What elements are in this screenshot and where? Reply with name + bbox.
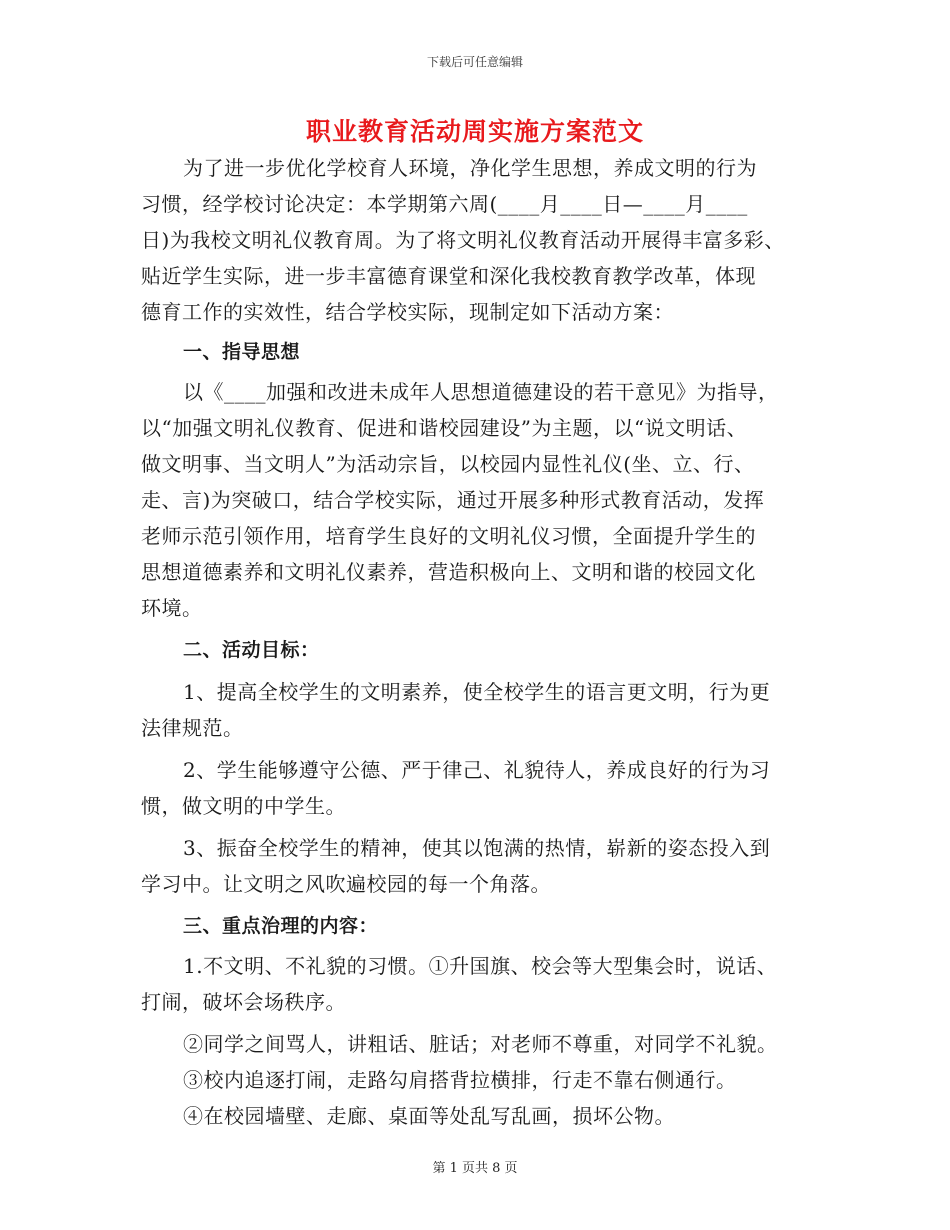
paragraph-line: 为了进一步优化学校育人环境，净化学生思想，养成文明的行为 [183, 156, 757, 180]
page-footer: 第 1 页共 8 页 [432, 1161, 518, 1176]
list-item-line: 1.不文明、不礼貌的习惯。①升国旗、校会等大型集会时，说话、 [183, 954, 778, 978]
paragraph-line: 以“加强文明礼仪教育、促进和谐校园建设”为主题，以“说文明话、 [141, 416, 748, 440]
list-item-line: 惯，做文明的中学生。 [141, 794, 346, 818]
paragraph-line: 环境。 [141, 596, 203, 620]
paragraph-line: 老师示范引领作用，培育学生良好的文明礼仪习惯，全面提升学生的 [141, 524, 756, 548]
paragraph-line: 思想道德素养和文明礼仪素养，营造积极向上、文明和谐的校园文化 [141, 560, 756, 584]
paragraph-line: 做文明事、当文明人”为活动宗旨，以校园内显性礼仪(坐、立、行、 [141, 452, 755, 476]
list-item-line: ③校内追逐打闹，走路勾肩搭背拉横排，行走不靠右侧通行。 [183, 1068, 737, 1092]
list-item-line: 打闹，破坏会场秩序。 [141, 990, 346, 1014]
paragraph-line: 贴近学生实际，进一步丰富德育课堂和深化我校教育教学改革，体现 [141, 264, 756, 288]
paragraph-line: 日)为我校文明礼仪教育周。为了将文明礼仪教育活动开展得丰富多彩、 [141, 228, 785, 252]
document-title: 职业教育活动周实施方案范文 [305, 117, 644, 146]
paragraph-line: 习惯，经学校讨论决定：本学期第六周(____月____日—____月____ [141, 192, 748, 216]
list-item-line: 3、振奋全校学生的精神，使其以饱满的热情，崭新的姿态投入到 [183, 836, 771, 860]
document-body [141, 150, 811, 1134]
paragraph-line: 走、言)为突破口，结合学校实际，通过开展多种形式教育活动，发挥 [141, 488, 765, 512]
list-item-line: 1、提高全校学生的文明素养，使全校学生的语言更文明，行为更 [183, 680, 771, 704]
list-item-line: ④在校园墙壁、走廊、桌面等处乱写乱画，损坏公物。 [183, 1104, 675, 1128]
list-item-line: ②同学之间骂人，讲粗话、脏话；对老师不尊重，对同学不礼貌。 [183, 1032, 778, 1056]
paragraph-line: 德育工作的实效性，结合学校实际，现制定如下活动方案： [141, 300, 674, 324]
section-heading: 三、重点治理的内容： [183, 915, 379, 937]
list-item-line: 学习中。让文明之风吹遍校园的每一个角落。 [141, 872, 551, 896]
header-note: 下载后可任意编辑 [426, 55, 523, 69]
list-item-line: 法律规范。 [141, 716, 244, 740]
list-item-line: 2、学生能够遵守公德、严于律己、礼貌待人，养成良好的行为习 [183, 758, 771, 782]
section-heading: 一、指导思想 [183, 341, 301, 363]
paragraph-line: 以《____加强和改进未成年人思想道德建设的若干意见》为指导， [183, 380, 779, 404]
section-heading: 二、活动目标： [183, 639, 320, 661]
